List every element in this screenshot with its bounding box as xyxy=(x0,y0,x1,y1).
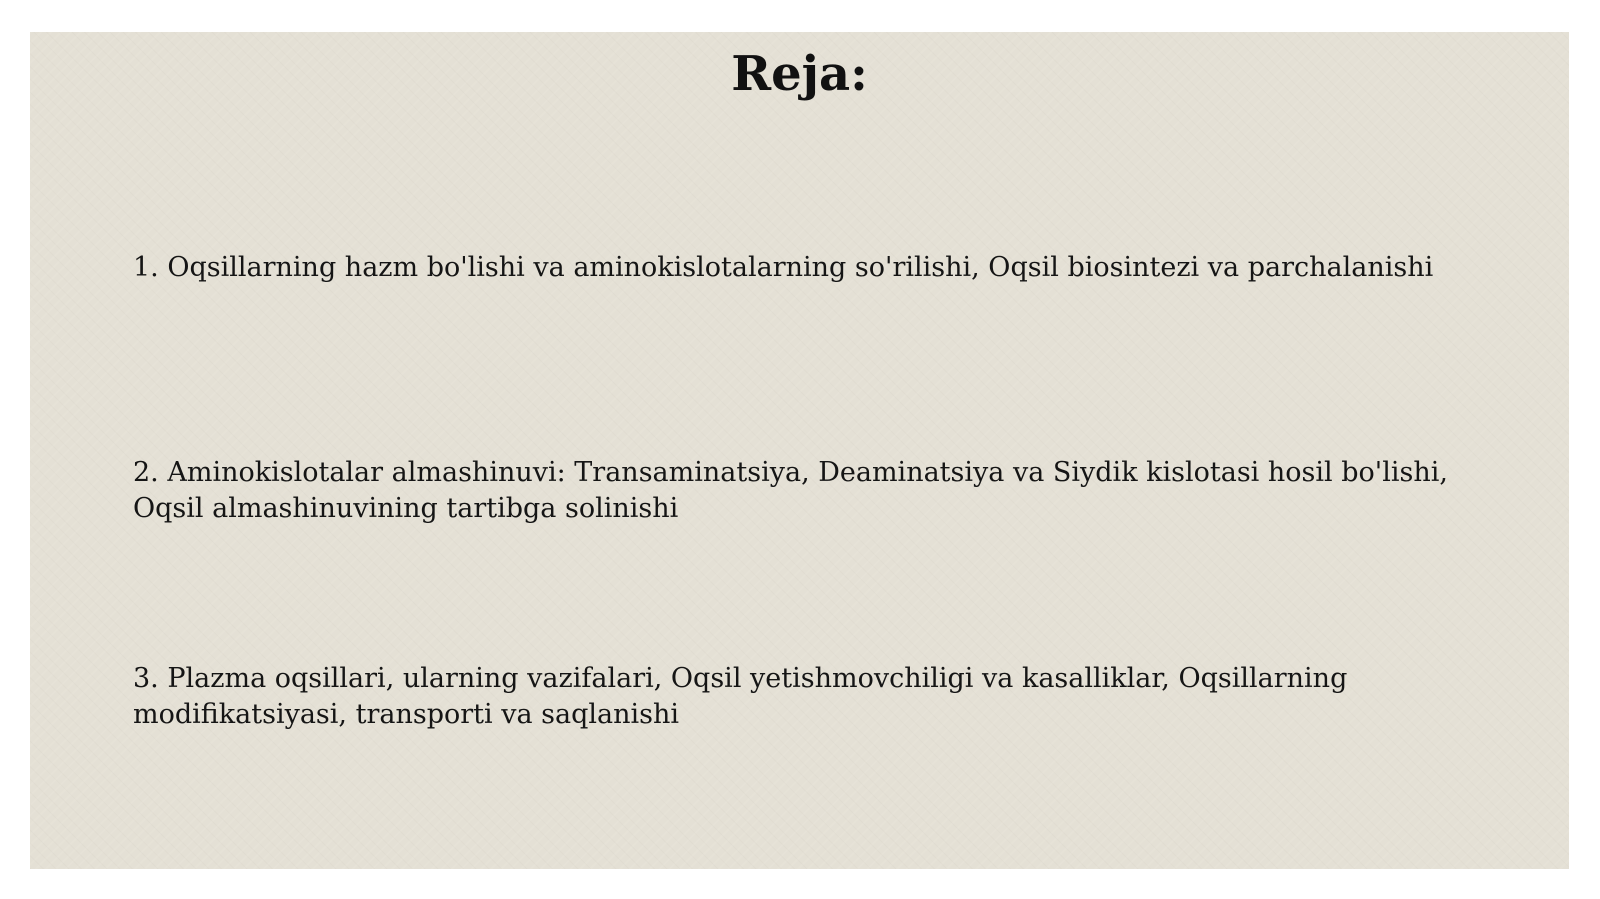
plan-item-1: 1. Oqsillarning hazm bo'lishi va aminokislotalarning so'rilishi, Oqsil biosintezi va parchalanishi xyxy=(133,252,1434,283)
plan-item-2: 2. Aminokislotalar almashinuvi: Transaminatsiya, Deaminatsiya va Siydik kislotasi hosil bo'lishi, Oqsil almashinuvining tartibga solinishi xyxy=(133,457,1448,524)
slide xyxy=(30,32,1569,869)
slide-title: Reja: xyxy=(731,46,868,102)
plan-item-3: 3. Plazma oqsillari, ularning vazifalari, Oqsil yetishmovchiligi va kasalliklar, Oqsillarning modifikatsiyasi, transporti va saqlanishi xyxy=(133,663,1348,730)
